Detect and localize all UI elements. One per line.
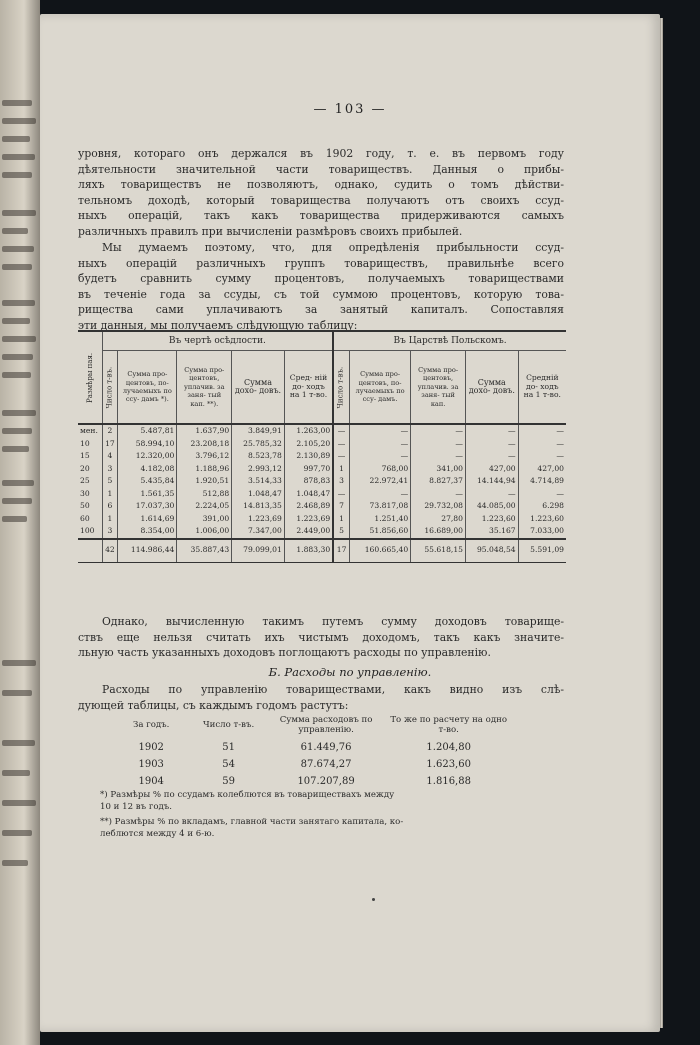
table-cell: 1.223,69	[232, 513, 285, 526]
table-cell: 5.591,09	[518, 539, 566, 563]
col-header-income: Сумма дохо- довъ.	[232, 351, 285, 425]
text-line: ляхъ товариществъ не позволяютъ, однако, судить о томъ дѣйстви-	[78, 178, 564, 192]
col-header-average: Сред- ній до- ходъ на 1 т-во.	[284, 351, 333, 425]
table-cell: 16.689,00	[411, 525, 466, 539]
table-cell: 55.618,15	[411, 539, 466, 563]
table-cell: 160.665,40	[349, 539, 410, 563]
exp-cell: 59	[222, 776, 235, 787]
table-cell: 1.883,30	[284, 539, 333, 563]
paragraph-1	[78, 146, 564, 240]
paragraph-3	[78, 614, 564, 661]
table-cell: —	[349, 488, 410, 501]
table-cell: 8.523,78	[232, 450, 285, 463]
table-cell: —	[333, 424, 349, 438]
group-header-pale: Въ чертѣ осѣдлости.	[102, 331, 333, 351]
table-cell: 7.347,00	[232, 525, 285, 539]
exp-cell: 54	[222, 759, 235, 770]
table-cell: 1	[333, 463, 349, 476]
text-line: уровня, котораго онъ держался въ 1902 году, т. е. въ первомъ году	[78, 147, 564, 160]
table-cell: —	[465, 424, 518, 438]
table-cell: 1	[102, 488, 118, 501]
paragraph-4	[78, 682, 564, 713]
exp-header-year: За годъ.	[133, 720, 170, 730]
table-cell: —	[349, 438, 410, 451]
table-cell: 44.085,00	[465, 500, 518, 513]
ink-dot	[372, 898, 375, 901]
footnote-line: леблются между 4 и 6-ю.	[100, 829, 215, 839]
table-cell: 3.514,33	[232, 475, 285, 488]
table-cell: —	[411, 438, 466, 451]
table-cell: 22.972,41	[349, 475, 410, 488]
table-cell: 25	[80, 476, 90, 485]
table-row	[78, 424, 566, 438]
table-cell: 6	[102, 500, 118, 513]
exp-cell: 1904	[138, 776, 164, 787]
income-table	[78, 330, 566, 563]
table-cell: 997,70	[284, 463, 333, 476]
table-cell: 4	[102, 450, 118, 463]
table-cell: 1.223,69	[284, 513, 333, 526]
table-cell: 1.251,40	[349, 513, 410, 526]
table-cell: 30	[80, 488, 90, 498]
table-cell: —	[518, 424, 566, 438]
table-cell: 5	[333, 525, 349, 539]
table-cell: 1.006,00	[177, 525, 232, 539]
text-line: ныхъ операцій различныхъ группъ товариществъ, правильнѣе всего	[78, 256, 564, 270]
exp-cell: 1903	[138, 759, 164, 770]
table-cell: 12.320,00	[118, 450, 177, 463]
table-cell: 95.048,54	[465, 539, 518, 563]
table-cell: 3.796,12	[177, 450, 232, 463]
table-cell: 100	[80, 526, 95, 535]
text-line: тельномъ доходѣ, который товарищества получаютъ отъ своихъ ссуд-	[78, 193, 564, 207]
table-cell: 23.208,18	[177, 438, 232, 451]
table-cell: —	[411, 450, 466, 463]
table-cell: 3	[102, 525, 118, 539]
text-line: Однако, вычисленную такимъ путемъ сумму доходовъ товарище-	[102, 615, 564, 628]
table-cell: 4.182,08	[118, 463, 177, 476]
table-cell: 25.785,32	[232, 438, 285, 451]
exp-cell: 87.674,27	[300, 759, 352, 770]
group-header-poland: Въ Царствѣ Польскомъ.	[333, 331, 566, 351]
table-cell: 50	[80, 501, 90, 510]
table-cell: 2.449,00	[284, 525, 333, 539]
text-line: различныхъ правилъ при вычисленіи размѣровъ своихъ прибылей.	[78, 224, 463, 238]
exp-cell: 1.204,80	[426, 742, 471, 753]
table-row	[78, 488, 566, 501]
table-cell: 7.033,00	[518, 525, 566, 539]
table-row	[110, 773, 510, 790]
text-line: въ теченіе года за ссуды, съ той суммою процентовъ, которую това-	[78, 287, 564, 301]
table-cell: 1	[333, 513, 349, 526]
table-cell: 5.435,84	[118, 475, 177, 488]
table-cell: —	[518, 438, 566, 451]
footnote-line: **) Размѣры % по вкладамъ, главной части занятаго капитала, ко-	[100, 817, 404, 827]
text-line: дѣятельности значительной части товариществъ. Данныя о прибы-	[78, 162, 564, 176]
table-cell: —	[349, 424, 410, 438]
table-cell: 2.993,12	[232, 463, 285, 476]
table-cell: 10	[80, 438, 90, 448]
expenses-table	[110, 714, 510, 790]
table-row	[78, 539, 566, 563]
footnote-line: *) Размѣры % по ссудамъ колеблются въ товариществахъ между	[100, 790, 395, 800]
table-cell: 5	[102, 475, 118, 488]
table-row	[78, 513, 566, 526]
table-cell: —	[411, 424, 466, 438]
table-cell: 1.614,69	[118, 513, 177, 526]
section-title: Б. Расходы по управленію.	[268, 665, 432, 679]
table-row	[78, 500, 566, 513]
table-cell: 1.263,00	[284, 424, 333, 438]
table-cell: 60	[80, 513, 90, 523]
exp-cell: 61.449,76	[300, 742, 352, 753]
table-cell: 1	[102, 513, 118, 526]
col-header-count-poland: Число т-въ.	[333, 351, 349, 425]
text-line: дующей таблицы, съ каждымъ годомъ растутъ:	[78, 698, 349, 712]
table-cell: 58.994,10	[118, 438, 177, 451]
table-cell: 2.105,20	[284, 438, 333, 451]
table-cell: 20	[80, 463, 90, 473]
text-line: будетъ сравнить сумму процентовъ, получаемыхъ товариществами	[78, 272, 564, 286]
footnote-line: 10 и 12 въ годъ.	[100, 802, 172, 812]
text-line: рищества сами уплачиваютъ за занятый капиталъ. Сопоставляя	[78, 303, 564, 317]
exp-header-per-assoc: То же по расчету на одно т-во.	[390, 715, 508, 735]
table-cell: 14.813,35	[232, 500, 285, 513]
col-header-interest-received-poland: Сумма про- центовъ, по- лучаемыхъ по ссу- дамъ.	[349, 351, 410, 425]
table-cell: 1.561,35	[118, 488, 177, 501]
table-cell: 6.298	[518, 500, 566, 513]
table-cell: 768,00	[349, 463, 410, 476]
table-cell: —	[465, 488, 518, 501]
table-cell: 3	[333, 475, 349, 488]
col-header-interest-paid: Сумма про- центовъ, уплачив. за заня- тый кап. **).	[177, 351, 232, 425]
previous-page-edge	[0, 0, 40, 1045]
table-cell: 29.732,08	[411, 500, 466, 513]
exp-header-count: Число т-въ.	[202, 720, 255, 730]
income-table-body	[78, 424, 566, 562]
table-cell: 1.188,96	[177, 463, 232, 476]
table-row	[110, 739, 510, 756]
exp-cell: 1902	[138, 742, 164, 753]
col-header-interest-received: Сумма про- центовъ, по- лучаемыхъ по ссу- дамъ *).	[118, 351, 177, 425]
exp-cell: 1.816,88	[426, 776, 471, 787]
table-cell: 2.224,05	[177, 500, 232, 513]
table-row	[78, 463, 566, 476]
table-cell: —	[411, 488, 466, 501]
table-cell: 35.167	[465, 525, 518, 539]
table-cell: 878,83	[284, 475, 333, 488]
exp-cell: 1.623,60	[426, 759, 471, 770]
table-cell: 391,00	[177, 513, 232, 526]
footnote-2	[100, 816, 560, 840]
table-cell: —	[333, 450, 349, 463]
book-page	[40, 14, 660, 1032]
table-cell: 17.037,30	[118, 500, 177, 513]
table-cell	[78, 539, 102, 563]
table-cell: 51.856,60	[349, 525, 410, 539]
col-header-average-poland: Средній до- ходъ на 1 т-во.	[518, 351, 566, 425]
paragraph-2	[78, 240, 564, 334]
table-cell: 4.714,89	[518, 475, 566, 488]
table-cell: 42	[102, 539, 118, 563]
table-cell: мен.	[80, 426, 98, 435]
table-cell: 5.487,81	[118, 424, 177, 438]
table-row	[78, 475, 566, 488]
exp-cell: 51	[222, 742, 235, 753]
table-cell: —	[518, 488, 566, 501]
table-row	[78, 525, 566, 539]
table-cell: 1.223,60	[465, 513, 518, 526]
footnote-1	[100, 789, 560, 813]
table-cell: 8.354,00	[118, 525, 177, 539]
table-cell: 73.817,08	[349, 500, 410, 513]
exp-header-sum: Сумма расходовъ по управленію.	[279, 715, 373, 735]
col-header-size: Размѣры пая.	[78, 331, 102, 424]
table-cell: 1.048,47	[284, 488, 333, 501]
table-cell: 27,80	[411, 513, 466, 526]
exp-cell: 107.207,89	[297, 776, 355, 787]
table-cell: —	[465, 438, 518, 451]
text-line: ствъ еще нельзя считать ихъ чистымъ доходомъ, такъ какъ значите-	[78, 630, 564, 644]
text-line: Мы думаемъ поэтому, что, для опредѣленія прибыльности ссуд-	[102, 241, 564, 254]
table-cell: 2	[102, 424, 118, 438]
table-cell: —	[333, 438, 349, 451]
table-cell: 2.130,89	[284, 450, 333, 463]
table-cell: 7	[333, 500, 349, 513]
table-row	[78, 438, 566, 451]
table-cell: 35.887,43	[177, 539, 232, 563]
text-line: льную часть указанныхъ доходовъ поглощаютъ расходы по управленію.	[78, 646, 491, 660]
table-cell: 427,00	[518, 463, 566, 476]
table-cell: 3.849,91	[232, 424, 285, 438]
text-line: Расходы по управленію товариществами, какъ видно изъ слѣ-	[102, 683, 564, 696]
table-cell: 427,00	[465, 463, 518, 476]
table-cell: 1.223,60	[518, 513, 566, 526]
table-cell: 17	[333, 539, 349, 563]
table-cell: 1.048,47	[232, 488, 285, 501]
col-header-interest-paid-poland: Сумма про- центовъ, уплачив. за заня- тый кап.	[411, 351, 466, 425]
col-header-count: Число т-въ.	[102, 351, 118, 425]
table-cell: —	[465, 450, 518, 463]
table-cell: 15	[80, 451, 90, 460]
table-cell: 8.827,37	[411, 475, 466, 488]
page-number: — 103 —	[313, 102, 387, 117]
table-cell: 2.468,89	[284, 500, 333, 513]
table-cell: —	[333, 488, 349, 501]
table-cell: 17	[102, 438, 118, 451]
table-row	[110, 756, 510, 773]
table-cell: 114.986,44	[118, 539, 177, 563]
text-line: эти данныя, мы получаемъ слѣдующую таблицу:	[78, 318, 358, 332]
table-cell: —	[349, 450, 410, 463]
table-cell: 3	[102, 463, 118, 476]
table-row	[78, 450, 566, 463]
table-cell: 1.920,51	[177, 475, 232, 488]
table-cell: —	[518, 450, 566, 463]
col-header-income-poland: Сумма дохо- довъ.	[465, 351, 518, 425]
table-cell: 512,88	[177, 488, 232, 501]
table-cell: 14.144,94	[465, 475, 518, 488]
table-cell: 341,00	[411, 463, 466, 476]
text-line: ныхъ операцій, такъ какъ товарищества придерживаются самыхъ	[78, 209, 564, 223]
table-cell: 79.099,01	[232, 539, 285, 563]
table-cell: 1.637,90	[177, 424, 232, 438]
